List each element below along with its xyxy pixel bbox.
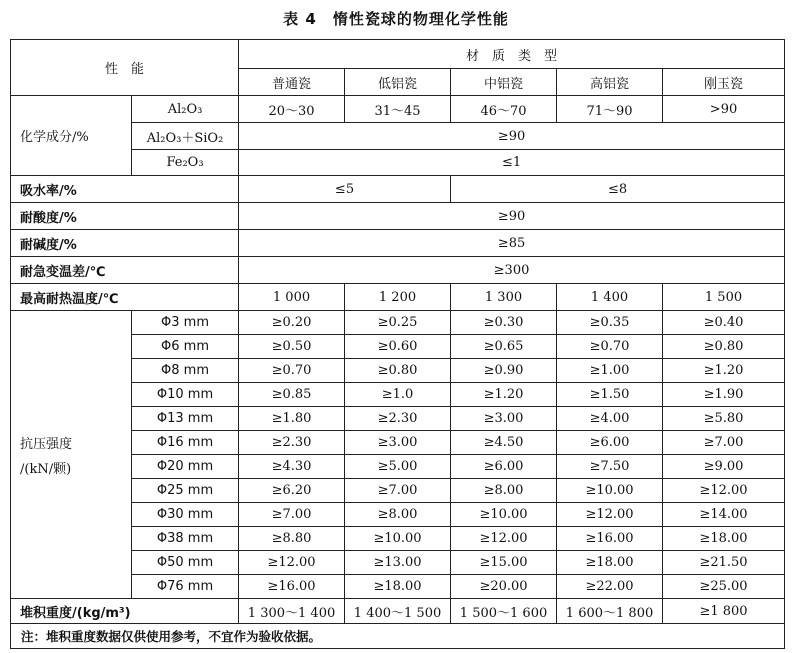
diameter-label: Φ25 mm bbox=[132, 479, 239, 503]
strength-value: ≥6.00 bbox=[451, 455, 557, 479]
thermal-shock-row bbox=[11, 257, 785, 284]
strength-value: ≥0.70 bbox=[239, 359, 345, 383]
acid-resistance-label: 耐酸度/% bbox=[11, 203, 239, 230]
strength-value: ≥7.00 bbox=[345, 479, 451, 503]
bulk-density-value: 1 400～1 500 bbox=[345, 599, 451, 624]
strength-value: ≥5.80 bbox=[663, 407, 785, 431]
water-absorption-value: ≤5 bbox=[239, 176, 451, 203]
diameter-label: Φ20 mm bbox=[132, 455, 239, 479]
header-row-1 bbox=[11, 40, 785, 69]
bulk-density-value: 1 500～1 600 bbox=[451, 599, 557, 624]
al2o3-value: >90 bbox=[663, 96, 785, 123]
strength-value: ≥20.00 bbox=[451, 575, 557, 599]
strength-value: ≥0.40 bbox=[663, 311, 785, 335]
strength-value: ≥1.0 bbox=[345, 383, 451, 407]
strength-value: ≥6.20 bbox=[239, 479, 345, 503]
strength-value: ≥10.00 bbox=[345, 527, 451, 551]
strength-value: ≥1.00 bbox=[557, 359, 663, 383]
table-title: 表 4 惰性瓷球的物理化学性能 bbox=[283, 10, 509, 28]
strength-value: ≥4.50 bbox=[451, 431, 557, 455]
material-type-header: 材 质 类 型 bbox=[239, 40, 785, 69]
strength-value: ≥0.80 bbox=[663, 335, 785, 359]
strength-value: ≥1.20 bbox=[663, 359, 785, 383]
max-temp-label: 最高耐热温度/℃ bbox=[11, 284, 239, 311]
acid-resistance-value: ≥90 bbox=[239, 203, 785, 230]
water-absorption-label: 吸水率/% bbox=[11, 176, 239, 203]
diameter-label: Φ38 mm bbox=[132, 527, 239, 551]
strength-value: ≥0.60 bbox=[345, 335, 451, 359]
compressive-strength-label bbox=[11, 311, 132, 599]
strength-value: ≥7.00 bbox=[239, 503, 345, 527]
strength-row bbox=[11, 311, 785, 335]
water-absorption-value: ≤8 bbox=[451, 176, 785, 203]
strength-value: ≥0.35 bbox=[557, 311, 663, 335]
strength-value: ≥18.00 bbox=[557, 551, 663, 575]
diameter-label: Φ6 mm bbox=[132, 335, 239, 359]
strength-value: ≥2.30 bbox=[345, 407, 451, 431]
thermal-shock-value: ≥300 bbox=[239, 257, 785, 284]
max-temp-row bbox=[11, 284, 785, 311]
strength-value: ≥4.00 bbox=[557, 407, 663, 431]
strength-value: ≥0.70 bbox=[557, 335, 663, 359]
strength-value: ≥0.25 bbox=[345, 311, 451, 335]
properties-table bbox=[10, 39, 785, 649]
strength-value: ≥1.50 bbox=[557, 383, 663, 407]
property-header: 性 能 bbox=[11, 40, 239, 96]
strength-value: ≥0.30 bbox=[451, 311, 557, 335]
strength-value: ≥8.80 bbox=[239, 527, 345, 551]
strength-value: ≥0.20 bbox=[239, 311, 345, 335]
strength-value: ≥7.00 bbox=[663, 431, 785, 455]
diameter-label: Φ8 mm bbox=[132, 359, 239, 383]
strength-value: ≥13.00 bbox=[345, 551, 451, 575]
thermal-shock-label: 耐急变温差/℃ bbox=[11, 257, 239, 284]
strength-value: ≥12.00 bbox=[663, 479, 785, 503]
bulk-density-value: 1 300～1 400 bbox=[239, 599, 345, 624]
strength-value: ≥3.00 bbox=[451, 407, 557, 431]
chemical-composition-label: 化学成分/% bbox=[11, 96, 132, 176]
strength-value: ≥3.00 bbox=[345, 431, 451, 455]
fe2o3-value: ≤1 bbox=[239, 150, 785, 176]
max-temp-value: 1 400 bbox=[557, 284, 663, 311]
material-header: 高铝瓷 bbox=[557, 69, 663, 96]
alkali-resistance-value: ≥85 bbox=[239, 230, 785, 257]
strength-value: ≥22.00 bbox=[557, 575, 663, 599]
strength-value: ≥4.30 bbox=[239, 455, 345, 479]
strength-value: ≥8.00 bbox=[451, 479, 557, 503]
compressive-strength-label-line2: /(kN/颗) bbox=[20, 461, 72, 477]
strength-value: ≥8.00 bbox=[345, 503, 451, 527]
al2o3-value: 20～30 bbox=[239, 96, 345, 123]
bulk-density-value: 1 600～1 800 bbox=[557, 599, 663, 624]
max-temp-value: 1 300 bbox=[451, 284, 557, 311]
strength-value: ≥14.00 bbox=[663, 503, 785, 527]
material-header: 普通瓷 bbox=[239, 69, 345, 96]
diameter-label: Φ3 mm bbox=[132, 311, 239, 335]
strength-value: ≥0.65 bbox=[451, 335, 557, 359]
diameter-label: Φ50 mm bbox=[132, 551, 239, 575]
note-row bbox=[11, 624, 785, 649]
material-header: 中铝瓷 bbox=[451, 69, 557, 96]
strength-value: ≥12.00 bbox=[239, 551, 345, 575]
max-temp-value: 1 000 bbox=[239, 284, 345, 311]
strength-value: ≥9.00 bbox=[663, 455, 785, 479]
strength-value: ≥0.85 bbox=[239, 383, 345, 407]
strength-value: ≥12.00 bbox=[557, 503, 663, 527]
diameter-label: Φ30 mm bbox=[132, 503, 239, 527]
bulk-density-row bbox=[11, 599, 785, 624]
material-header: 刚玉瓷 bbox=[663, 69, 785, 96]
strength-value: ≥1.20 bbox=[451, 383, 557, 407]
strength-value: ≥16.00 bbox=[239, 575, 345, 599]
strength-value: ≥6.00 bbox=[557, 431, 663, 455]
water-absorption-row bbox=[11, 176, 785, 203]
al2o3-sio2-label: Al₂O₃＋SiO₂ bbox=[132, 123, 239, 150]
al2o3-value: 46～70 bbox=[451, 96, 557, 123]
strength-value: ≥10.00 bbox=[557, 479, 663, 503]
max-temp-value: 1 500 bbox=[663, 284, 785, 311]
diameter-label: Φ16 mm bbox=[132, 431, 239, 455]
compressive-strength-label-line1: 抗压强度 bbox=[20, 436, 73, 452]
strength-value: ≥1.80 bbox=[239, 407, 345, 431]
acid-resistance-row bbox=[11, 203, 785, 230]
strength-value: ≥10.00 bbox=[451, 503, 557, 527]
bulk-density-label: 堆积重度/(kg/m³) bbox=[11, 599, 239, 624]
strength-value: ≥7.50 bbox=[557, 455, 663, 479]
al2o3-row bbox=[11, 96, 785, 123]
strength-value: ≥1.90 bbox=[663, 383, 785, 407]
max-temp-value: 1 200 bbox=[345, 284, 451, 311]
fe2o3-label: Fe₂O₃ bbox=[132, 150, 239, 176]
diameter-label: Φ76 mm bbox=[132, 575, 239, 599]
strength-value: ≥15.00 bbox=[451, 551, 557, 575]
bulk-density-value: ≥1 800 bbox=[663, 599, 785, 624]
diameter-label: Φ10 mm bbox=[132, 383, 239, 407]
table-note: 注：堆积重度数据仅供使用参考，不宜作为验收依据。 bbox=[11, 624, 785, 649]
strength-value: ≥16.00 bbox=[557, 527, 663, 551]
al2o3-label: Al₂O₃ bbox=[132, 96, 239, 123]
al2o3-sio2-value: ≥90 bbox=[239, 123, 785, 150]
material-header: 低铝瓷 bbox=[345, 69, 451, 96]
alkali-resistance-label: 耐碱度/% bbox=[11, 230, 239, 257]
al2o3-value: 31～45 bbox=[345, 96, 451, 123]
strength-value: ≥0.90 bbox=[451, 359, 557, 383]
strength-value: ≥0.80 bbox=[345, 359, 451, 383]
strength-value: ≥18.00 bbox=[663, 527, 785, 551]
strength-value: ≥0.50 bbox=[239, 335, 345, 359]
strength-value: ≥2.30 bbox=[239, 431, 345, 455]
al2o3-value: 71～90 bbox=[557, 96, 663, 123]
strength-value: ≥12.00 bbox=[451, 527, 557, 551]
strength-value: ≥21.50 bbox=[663, 551, 785, 575]
strength-value: ≥5.00 bbox=[345, 455, 451, 479]
alkali-resistance-row bbox=[11, 230, 785, 257]
strength-value: ≥18.00 bbox=[345, 575, 451, 599]
strength-value: ≥25.00 bbox=[663, 575, 785, 599]
diameter-label: Φ13 mm bbox=[132, 407, 239, 431]
